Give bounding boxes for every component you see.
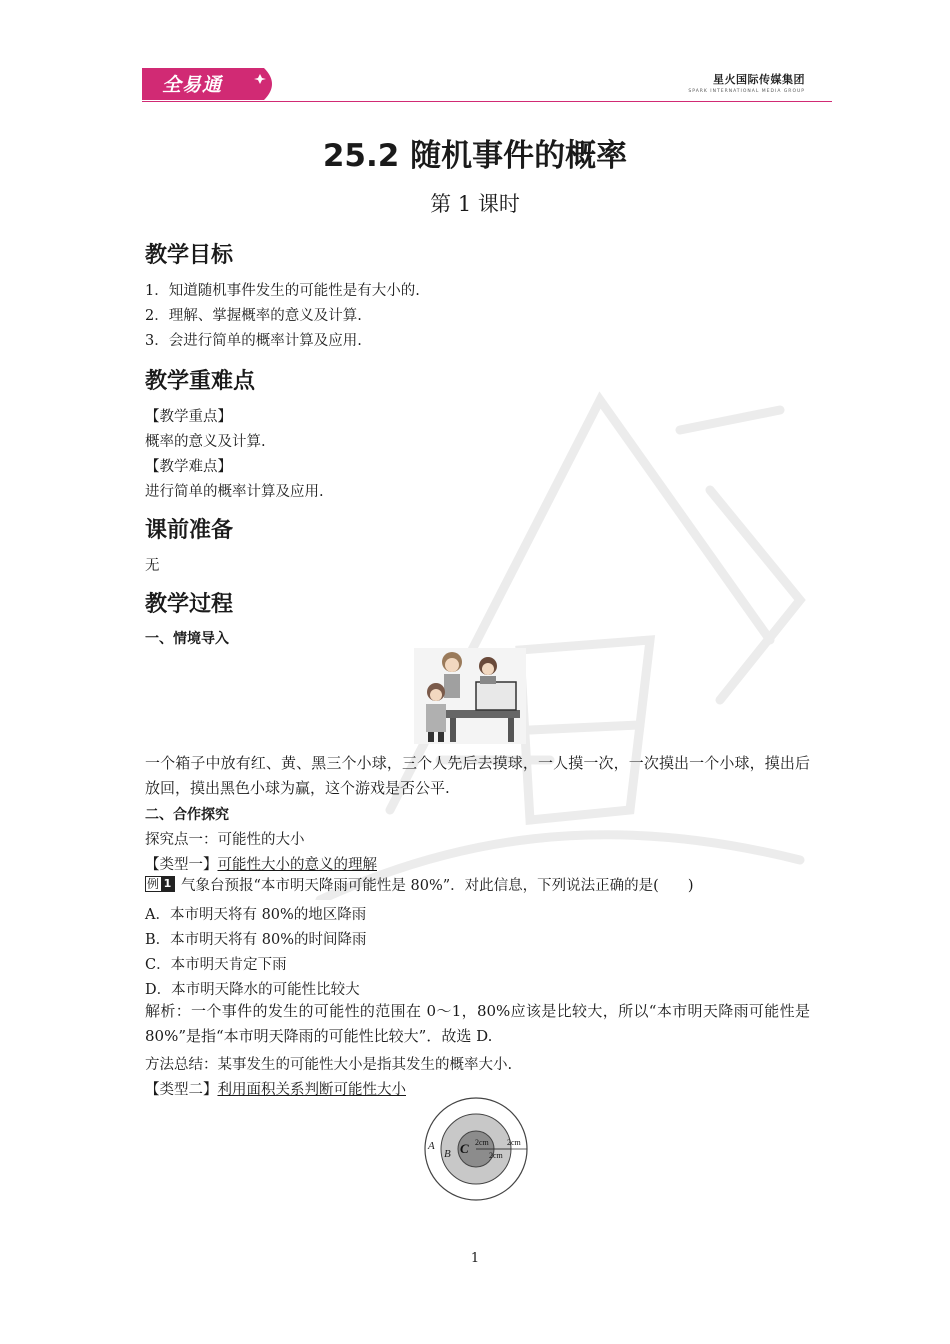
option-a: A．本市明天将有 80%的地区降雨 [145, 907, 367, 923]
radius-label-inner: 2cm [475, 1138, 489, 1147]
difficulty-label: 【教学难点】 [145, 459, 232, 475]
logo-text: 全易通 [162, 74, 223, 96]
difficulty-text: 进行简单的概率计算及应用. [145, 484, 324, 500]
brand-block [688, 71, 805, 94]
goal-item: 2．理解、掌握概率的意义及计算. [145, 308, 362, 324]
example-char: 例 [147, 877, 160, 891]
key-points-heading: 教学重难点 [145, 369, 256, 394]
inquiry-point-1: 探究点一：可能性的大小 [145, 832, 305, 848]
intro-paragraph: 一个箱子中放有红、黄、黑三个小球，三个人先后去摸球，一人摸一次，一次摸出一个小球，摸出后放回，摸出黑色小球为赢，这个游戏是否公平. [145, 754, 810, 797]
goals-heading: 教学目标 [145, 243, 234, 268]
preparation-text: 无 [145, 558, 160, 574]
watermark-logo [300, 340, 820, 900]
type-2-line [145, 1078, 406, 1099]
key-label: 【教学重点】 [145, 409, 232, 425]
brand-name: 星火国际传媒集团 [713, 73, 805, 86]
brand-name-en: SPARK INTERNATIONAL MEDIA GROUP [688, 89, 805, 94]
radius-label-outer: 2cm [507, 1138, 521, 1147]
concentric-circles-diagram [423, 1096, 529, 1202]
type-2-title: 利用面积关系判断可能性大小 [217, 1082, 406, 1098]
type-1-title: 可能性大小的意义的理解 [217, 857, 377, 873]
goal-item: 3．会进行简单的概率计算及应用. [145, 333, 362, 349]
kids-drawing-balls-illustration [414, 648, 526, 744]
type-1-line [145, 853, 377, 874]
key-text: 概率的意义及计算. [145, 434, 266, 450]
option-d: D．本市明天降水的可能性比较大 [145, 982, 360, 998]
cooperation-heading: 二、合作探究 [145, 807, 229, 823]
example-badge [145, 876, 175, 892]
analysis-paragraph: 解析：一个事件的发生的可能性的范围在 0～1，80%应该是比较大，所以“本市明天降雨可能性是 80%”是指“本市明天降雨的可能性比较大”．故选 D. [145, 1002, 810, 1045]
method-summary: 方法总结：某事发生的可能性大小是指其发生的概率大小. [145, 1057, 513, 1073]
process-heading: 教学过程 [145, 592, 234, 617]
region-c-label: C [460, 1141, 469, 1156]
example-question: 气象台预报“本市明天降雨可能性是 80%”．对此信息，下列说法正确的是( ) [181, 878, 694, 894]
type-2-label: 【类型二】 [145, 1082, 218, 1098]
page-subtitle: 第 1 课时 [430, 192, 520, 216]
type-1-label: 【类型一】 [145, 857, 218, 873]
example-number: 1 [161, 877, 174, 891]
example-1-line [145, 874, 693, 895]
logo-text-wrap [142, 68, 280, 100]
page-title: 25.2 随机事件的概率 [322, 138, 628, 174]
goal-item: 1．知道随机事件发生的可能性是有大小的. [145, 283, 420, 299]
region-a-label: A [428, 1140, 435, 1152]
preparation-heading: 课前准备 [145, 518, 234, 543]
header-divider [142, 101, 832, 102]
option-b: B．本市明天将有 80%的时间降雨 [145, 932, 367, 948]
radius-label-middle: 2cm [489, 1151, 503, 1160]
option-c: C．本市明天肯定下雨 [145, 957, 287, 973]
region-b-label: B [444, 1148, 451, 1160]
intro-heading: 一、情境导入 [145, 631, 229, 647]
page-number: 1 [470, 1251, 480, 1266]
